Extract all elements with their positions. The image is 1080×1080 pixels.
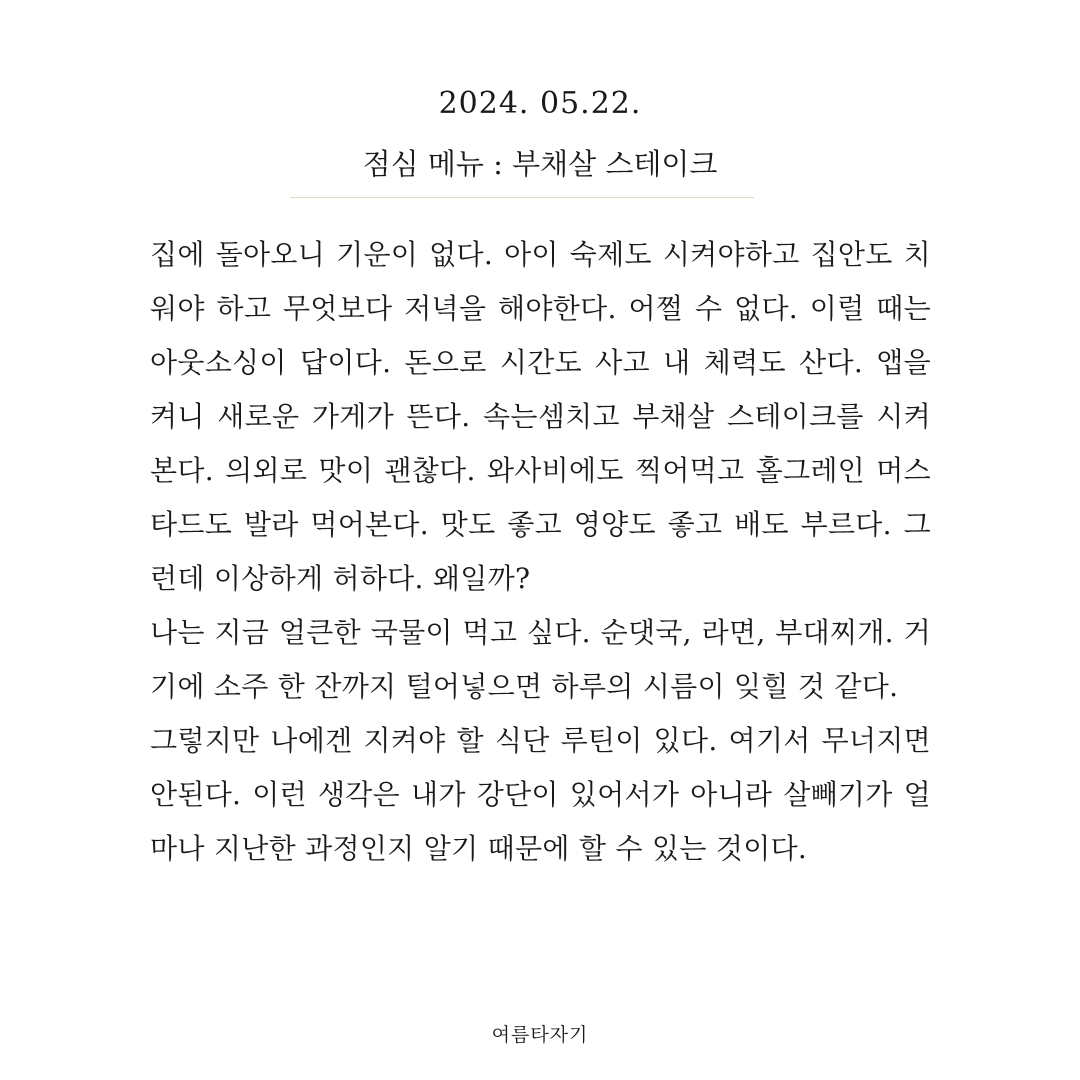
paragraph: 집에 돌아오니 기운이 없다. 아이 숙제도 시켜야하고 집안도 치워야 하고 무엇보다 저녁을 해야한다. 어쩔 수 없다. 이럴 때는 아웃소싱이 답이다. 돈으로 시간도 사고 내 체력도 산다. 앱을 켜니 새로운 가게가 뜬다. 속는셈치고 부채살 스테이크를 시켜본다. 의외로 맛이 괜찮다. 와사비에도 찍어먹고 홀그레인 머스타드도 발라 먹어본다. 맛도 좋고 영양도 좋고 배도 부르다. 그런데 이상하게 허하다. 왜일까?	[150, 238, 931, 595]
author-signature: 여름타자기	[491, 1024, 589, 1046]
entry-title: 점심 메뉴 : 부채살 스테이크	[362, 147, 718, 181]
entry-date: 2024. 05.22.	[438, 86, 642, 121]
paragraph: 나는 지금 얼큰한 국물이 먹고 싶다. 순댓국, 라면, 부대찌개. 거기에 소주 한 잔까지 털어넣으면 하루의 시름이 잊힐 것 같다.	[150, 616, 931, 703]
title-divider	[290, 197, 754, 198]
paragraph: 그렇지만 나에겐 지켜야 할 식단 루틴이 있다. 여기서 무너지면 안된다. 이런 생각은 내가 강단이 있어서가 아니라 살빼기가 얼마나 지난한 과정인지 알기 때문에 할 수 있는 것이다.	[150, 724, 931, 865]
entry-body	[150, 228, 931, 876]
